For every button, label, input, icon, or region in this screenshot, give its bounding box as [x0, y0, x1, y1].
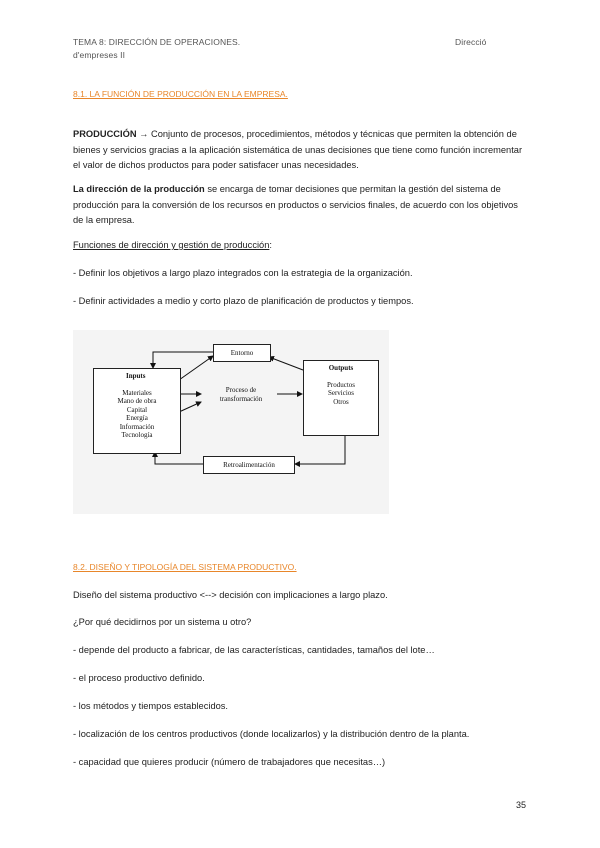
inputs-box	[93, 368, 181, 454]
inputs-item: Información	[119, 422, 155, 431]
outputs-box	[303, 360, 379, 436]
bullet-2: - Definir actividades a medio y corto plazo de planificación de productos y tiempos.	[73, 296, 414, 306]
entorno-label: Entorno	[230, 349, 254, 357]
direccion-term: La dirección de la producción	[73, 184, 205, 194]
feedback-box	[203, 456, 295, 474]
header-right: Direcció	[455, 37, 487, 47]
produccion-definition: → Conjunto de procesos, procedimientos, métodos y técnicas que permiten la obtención de bienes y servicios gracias a la aplicación sistemática de unas decisiones que tiene como función incrementar el valor de dichos productos para poder satisfacer unas necesidades.	[73, 129, 523, 170]
inputs-item: Capital	[126, 405, 148, 414]
outputs-title: Outputs	[328, 364, 354, 372]
outputs-to-feedback-arrow	[295, 434, 345, 464]
functions-heading	[73, 240, 272, 250]
process-box	[203, 382, 279, 408]
bullet-1: - Definir los objetivos a largo plazo integrados con la estrategia de la organización.	[73, 268, 413, 278]
inputs-to-entorno-arrow	[179, 356, 213, 380]
functions-heading-colon: :	[269, 240, 272, 250]
process-label-2: transformación	[219, 394, 263, 403]
inputs-item: Mano de obra	[117, 397, 157, 405]
paragraph-direccion	[73, 182, 525, 229]
section-2-line-7: - capacidad que quieres producir (número de trabajadores que necesitas…)	[73, 757, 386, 767]
section-2-line-4: - el proceso productivo definido.	[73, 673, 205, 683]
inputs-title: Inputs	[126, 372, 146, 380]
inputs-item: Tecnología	[121, 431, 153, 439]
functions-heading-text: Funciones de dirección y gestión de producción	[73, 240, 270, 250]
entorno-box	[213, 344, 271, 362]
section-1-title: 8.1. LA FUNCIÓN DE PRODUCCIÓN EN LA EMPRESA.	[73, 89, 288, 99]
direccion-definition: se encarga de tomar decisiones que permitan la gestión del sistema de producción para la conversión de los recursos en productos o servicios finales, de acuerdo con los objetivos de la empresa.	[73, 184, 518, 225]
produccion-term: PRODUCCIÓN	[73, 129, 137, 139]
section-2-line-3: - depende del producto a fabricar, de las características, cantidades, tamaños del lote…	[73, 645, 435, 655]
header-title: TEMA 8: DIRECCIÓN DE OPERACIONES.	[73, 37, 241, 47]
header-subtitle: d'empreses II	[73, 50, 126, 60]
section-2-line-2: ¿Por qué decidirnos por un sistema u otro?	[73, 617, 252, 627]
inputs-item: Energía	[126, 414, 148, 422]
outputs-item: Productos	[327, 380, 355, 389]
production-system-diagram	[73, 330, 389, 514]
outputs-to-entorno-arrow	[269, 357, 303, 370]
page-number: 35	[516, 800, 527, 810]
feedback-label: Retroalimentación	[223, 461, 275, 469]
section-2-line-6: - localización de los centros productivos (donde localizarlos) y la distribución dentro de la planta.	[73, 729, 470, 739]
outputs-item: Servicios	[327, 389, 355, 397]
inputs-item: Materiales	[122, 388, 152, 397]
outputs-item: Otros	[333, 397, 349, 406]
section-2-line-1: Diseño del sistema productivo <--> decisión con implicaciones a largo plazo.	[73, 590, 388, 600]
section-2-line-5: - los métodos y tiempos establecidos.	[73, 701, 229, 711]
section-2-title: 8.2. DISEÑO Y TIPOLOGÍA DEL SISTEMA PRODUCTIVO.	[73, 562, 297, 572]
inputs-list	[94, 389, 180, 440]
outputs-list	[304, 381, 378, 407]
paragraph-produccion	[73, 127, 525, 174]
process-label-1: Proceso de	[225, 386, 257, 394]
inputs-to-process-lower-arrow	[179, 402, 201, 412]
entorno-to-inputs-arrow	[153, 352, 213, 368]
